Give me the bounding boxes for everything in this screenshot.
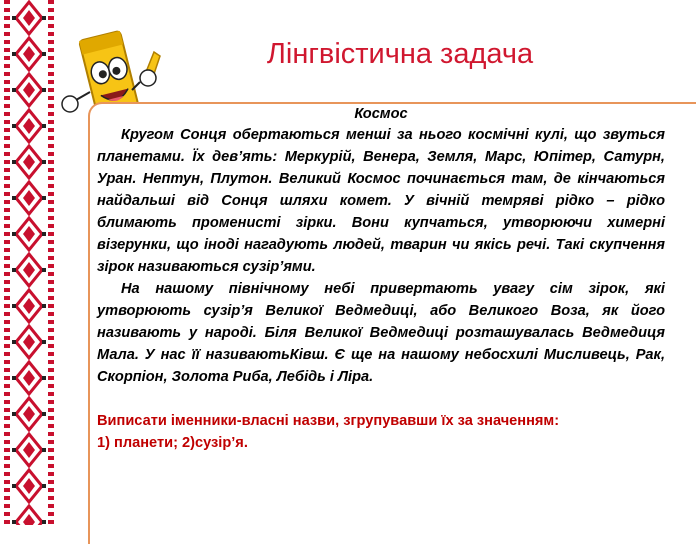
text-heading: Космос [354,106,408,122]
paragraph-1: Кругом Сонця обертаються менші за нього космічні кулі, що звуться планетами. Їх дев’ять: Меркурій, Венера, Земля, Марс, Юпітер, Сатурн, Уран. Нептун, Плутон. Великий Космос починається там, де кінчаються найдальші від Сонця шляхи комет. У вічній темряві рідко – рідко блимають променисті зірки. Вони купчаться, утворюючи химерні візерунки, що іноді нагадують людей, тварин чи якісь речі. Такі скупчення зірок називаються сузір’ями. [97,127,665,275]
task-line-2: 1) планети; 2)сузір’я. [97,435,248,451]
slide-title: Лінгвістична задача [266,38,534,70]
task-line-1: Виписати іменники-власні назви, згрупувавши їх за значенням: [97,413,560,429]
blank-line [97,388,665,410]
embroidery-ornament [0,0,58,525]
ornament-pattern-icon [12,0,46,525]
paragraph-2: На нашому північному небі привертають увагу сім зірок, які утворюють сузір’я Великої Ведмедиці, або Великого Воза, як його називають у народі. Біля Великої Ведмедиці розташувалась Ведмедиця Мала. У нас її називаютьКівш. Є ще на нашому небосхилі Мисливець, Рак, Скорпіон, Золота Риба, Лебідь і Ліра. [97,281,665,385]
text-content [97,104,665,454]
